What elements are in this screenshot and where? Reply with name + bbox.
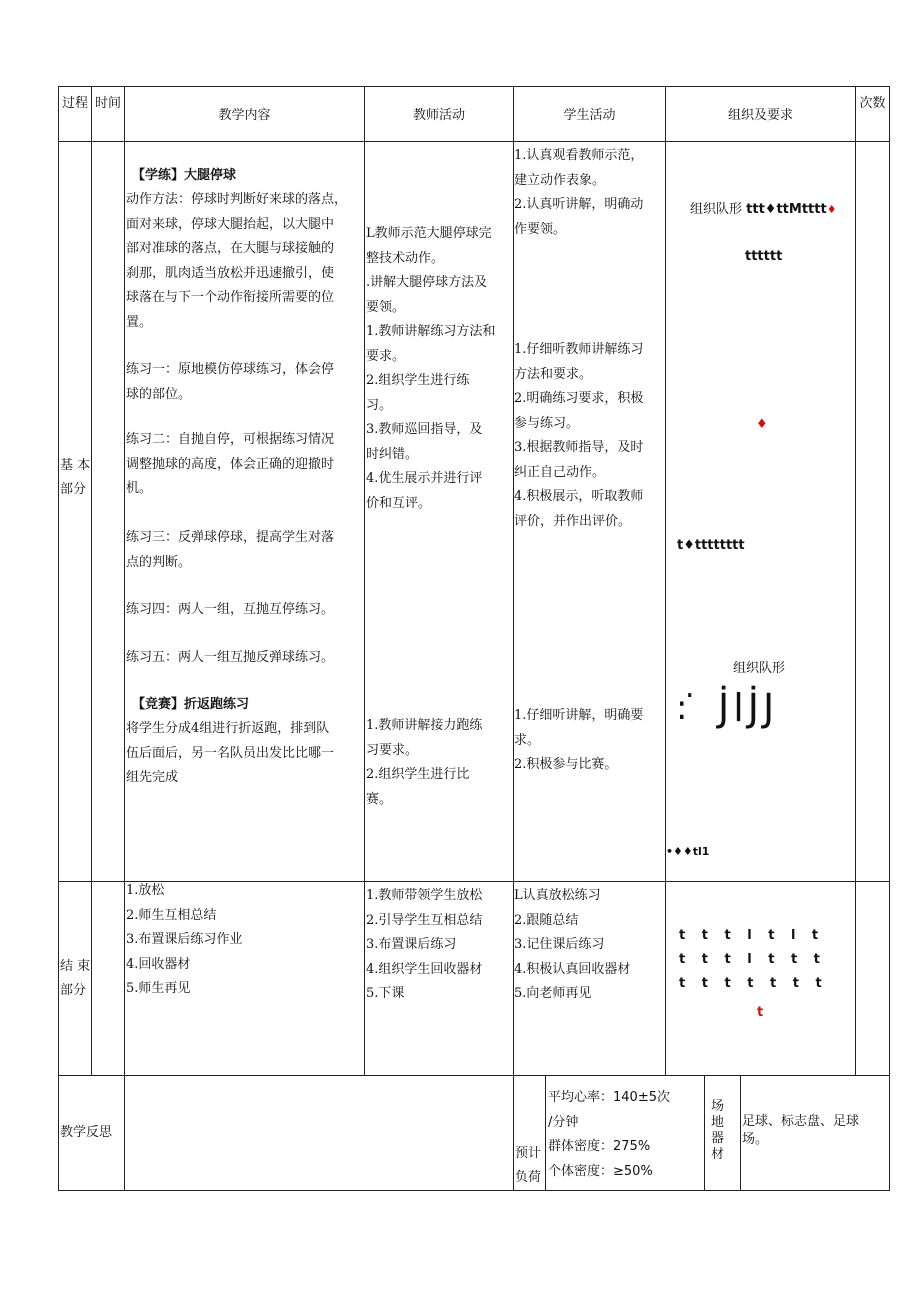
practice-title: 大腿停球 bbox=[184, 168, 237, 183]
reflection-label: 教学反思 bbox=[60, 1125, 113, 1140]
compete-line: 将学生分成4组进行折返跑，排到队 bbox=[126, 721, 330, 736]
student-line: 求。 bbox=[514, 732, 541, 748]
compete-title: 折返跑练习 bbox=[184, 697, 250, 712]
ending-label-line1: 结 束 bbox=[60, 959, 91, 974]
ending-teacher-line: 2.引导学生互相总结 bbox=[366, 912, 483, 928]
compete-line: 组先完成 bbox=[126, 770, 179, 785]
teacher-line: 赛。 bbox=[366, 791, 393, 807]
header-count: 次数 bbox=[859, 96, 886, 111]
formation-row-3: t♦tttttttt bbox=[677, 538, 745, 553]
stats-line: 平均心率：140±5次 bbox=[548, 1090, 670, 1105]
table-border-right bbox=[889, 86, 890, 1191]
org-label-1 bbox=[690, 198, 837, 223]
ending-teacher-line: 5.下课 bbox=[366, 986, 405, 1001]
teacher-line: 习。 bbox=[366, 397, 393, 413]
ending-teacher-line: 1.教师带领学生放松 bbox=[366, 888, 483, 903]
ending-label-line2: 部分 bbox=[60, 983, 87, 998]
load-label-line2: 负荷 bbox=[515, 1170, 542, 1185]
org-label-2: 组织队形 bbox=[733, 661, 786, 676]
student-line: 4.积极展示，听取教师 bbox=[514, 489, 644, 504]
ending-divider bbox=[58, 1075, 889, 1076]
ending-content-line: 1.放松 bbox=[126, 883, 165, 898]
method-line: 置。 bbox=[126, 314, 153, 330]
ending-student-line: 2.跟随总结 bbox=[514, 912, 579, 928]
student-line: 纠正自己动作。 bbox=[514, 464, 606, 480]
student-line: 评价，并作出评价。 bbox=[514, 513, 632, 529]
col-divider-count bbox=[855, 86, 856, 1076]
col-divider-org bbox=[665, 86, 666, 1076]
compete-tag: 【竞赛】 bbox=[132, 697, 185, 712]
teacher-activity-b bbox=[366, 714, 482, 812]
student-activity-a bbox=[514, 144, 643, 242]
col-divider-student bbox=[513, 86, 514, 1191]
method-block bbox=[126, 188, 347, 335]
venue-line: 足球、标志盘、足球 bbox=[742, 1114, 860, 1129]
exercise-line: 练习一：原地模仿停球练习，体会停 bbox=[126, 362, 335, 377]
teacher-line: 1.教师讲解练习方法和 bbox=[366, 324, 496, 339]
col-divider-content bbox=[124, 86, 125, 1191]
student-line: 参与练习。 bbox=[514, 415, 580, 431]
exercise-2 bbox=[126, 428, 334, 502]
formation-row-1: ttt♦ttMtttt bbox=[746, 202, 827, 217]
header-process: 过程 bbox=[61, 96, 88, 111]
load-stats bbox=[548, 1086, 670, 1184]
teacher-line: 1.教师讲解接力跑练 bbox=[366, 718, 483, 733]
venue-label-char: 地 bbox=[711, 1115, 725, 1130]
teacher-line: 要求。 bbox=[366, 348, 406, 364]
teacher-line: 2.组织学生进行比 bbox=[366, 767, 470, 782]
venue-label-char: 器 bbox=[711, 1131, 725, 1146]
exercise-line: 练习二：自抛自停，可根据练习情况 bbox=[126, 432, 335, 447]
method-line: 球落在与下一个动作衔接所需要的位 bbox=[126, 290, 335, 305]
ending-formation-grid bbox=[679, 924, 822, 996]
exercise-line: 球的部位。 bbox=[126, 386, 192, 402]
teacher-activity-a bbox=[366, 222, 495, 516]
ending-content bbox=[126, 879, 242, 1002]
grid-row: t t t l t l t bbox=[679, 928, 819, 943]
relay-marker-dots: : ̇ bbox=[676, 688, 699, 728]
ending-teacher-line: 4.组织学生回收器材 bbox=[366, 961, 483, 977]
ending-student-line: 4.积极认真回收器材 bbox=[514, 961, 631, 977]
header-organization: 组织及要求 bbox=[727, 108, 793, 123]
stats-line: 个体密度：≥50% bbox=[548, 1163, 653, 1179]
practice-heading bbox=[132, 164, 236, 189]
student-line: 作要领。 bbox=[514, 221, 567, 237]
ending-content-line: 5.师生再见 bbox=[126, 981, 191, 996]
student-line: 1.认真观看教师示范， bbox=[514, 148, 644, 163]
table-border-bottom bbox=[58, 1190, 889, 1191]
exercise-1 bbox=[126, 358, 334, 407]
ending-student-line: L认真放松练习 bbox=[514, 888, 601, 903]
header-divider bbox=[58, 141, 889, 142]
ending-teacher bbox=[366, 884, 482, 1007]
method-line: 面对来球，停球大腿抬起，以大腿中 bbox=[126, 216, 335, 232]
exercise-line: 点的判断。 bbox=[126, 554, 192, 570]
method-line: 部对准球的落点，在大腿与球接触的 bbox=[126, 241, 335, 256]
grid-row: t t t l t t t bbox=[679, 952, 820, 967]
compete-line: 伍后面后，另一名队员出发比比哪一 bbox=[126, 745, 335, 761]
relay-start-line bbox=[666, 818, 709, 876]
exercise-line: 调整抛球的高度，体会正确的迎撤时 bbox=[126, 456, 335, 472]
teacher-line: .讲解大腿停球方法及 bbox=[366, 275, 488, 290]
col-divider-time bbox=[91, 86, 92, 1076]
exercise-line: 机。 bbox=[126, 481, 153, 496]
stats-line: /分钟 bbox=[548, 1114, 579, 1130]
student-line: 3.根据教师指导，及时 bbox=[514, 440, 644, 455]
teacher-line: 3.教师巡回指导，及 bbox=[366, 422, 483, 437]
student-line: 2.认真听讲解，明确动 bbox=[514, 197, 644, 212]
teacher-diamond-marker: ♦ bbox=[756, 417, 768, 432]
ending-content-line: 3.布置课后练习作业 bbox=[126, 932, 243, 947]
venue-divider-right bbox=[740, 1075, 741, 1191]
teacher-line: 4.优生展示并进行评 bbox=[366, 471, 483, 486]
practice-tag: 【学练】 bbox=[132, 168, 185, 183]
teacher-line: L教师示范大腿停球完 bbox=[366, 226, 492, 241]
compete-heading bbox=[132, 693, 249, 718]
teacher-line: 2.组织学生进行练 bbox=[366, 373, 470, 388]
load-divider bbox=[545, 1075, 546, 1191]
ending-teacher-line: 3.布置课后练习 bbox=[366, 937, 457, 952]
student-line: 建立动作表象。 bbox=[514, 172, 606, 188]
header-student: 学生活动 bbox=[563, 108, 616, 123]
student-line: 1.仔细听讲解，明确要 bbox=[514, 708, 644, 723]
venue-label bbox=[711, 1099, 724, 1163]
relay-formation: J̇lJ̇J bbox=[718, 686, 779, 730]
ending-content-line: 2.师生互相总结 bbox=[126, 907, 217, 923]
table-border-top bbox=[58, 86, 889, 87]
teacher-line: 价和互评。 bbox=[366, 495, 432, 511]
ending-content-line: 4.回收器材 bbox=[126, 956, 191, 972]
student-line: 方法和要求。 bbox=[514, 366, 593, 382]
formation-row-2: tttttt bbox=[745, 249, 783, 264]
student-line: 2.积极参与比赛。 bbox=[514, 757, 618, 772]
venue-label-char: 场 bbox=[711, 1099, 725, 1114]
header-time: 时间 bbox=[94, 96, 121, 111]
teacher-line: 整技术动作。 bbox=[366, 250, 445, 266]
ending-teacher-marker: t bbox=[757, 1005, 764, 1020]
header-teacher: 教师活动 bbox=[412, 108, 465, 123]
basic-label-line2: 部分 bbox=[60, 482, 87, 497]
exercise-5: 练习五：两人一组互抛反弹球练习。 bbox=[126, 650, 335, 665]
grid-row: t t t t t t t bbox=[679, 976, 822, 991]
student-line: 2.明确练习要求，积极 bbox=[514, 391, 644, 406]
method-line: 刹那，肌肉适当放松并迅速撤引，使 bbox=[126, 265, 335, 281]
venue-label-char: 材 bbox=[711, 1147, 725, 1162]
exercise-3 bbox=[126, 526, 334, 575]
header-content: 教学内容 bbox=[218, 108, 271, 123]
teacher-line: 时纠错。 bbox=[366, 446, 419, 462]
method-line: 动作方法：停球时判断好来球的落点， bbox=[126, 192, 348, 207]
ending-student-line: 3.记住课后练习 bbox=[514, 937, 605, 952]
ending-student-line: 5.向老师再见 bbox=[514, 986, 592, 1001]
basic-label-line1: 基 本 bbox=[60, 458, 91, 473]
red-diamond-marker: ♦ bbox=[826, 203, 837, 216]
relay-start-text: •♦♦tl1 bbox=[666, 845, 710, 858]
venue-divider-left bbox=[704, 1075, 705, 1191]
venue-line: 场。 bbox=[742, 1132, 769, 1147]
col-divider-teacher bbox=[364, 86, 365, 1076]
student-line: 1.仔细听教师讲解练习 bbox=[514, 342, 644, 357]
student-activity-c bbox=[514, 704, 643, 778]
org-label-text: 组织队形 bbox=[690, 202, 743, 217]
table-border-left bbox=[58, 86, 59, 1191]
student-activity-b bbox=[514, 338, 643, 534]
teacher-line: 要领。 bbox=[366, 299, 406, 315]
stats-line: 群体密度：275% bbox=[548, 1139, 651, 1154]
venue-equipment bbox=[742, 1113, 859, 1149]
exercise-4: 练习四：两人一组，互抛互停练习。 bbox=[126, 602, 335, 617]
teacher-line: 习要求。 bbox=[366, 742, 419, 758]
exercise-line: 练习三：反弹球停球，提高学生对落 bbox=[126, 530, 335, 545]
compete-block bbox=[126, 717, 334, 791]
load-label-line1: 预计 bbox=[515, 1146, 542, 1161]
ending-student bbox=[514, 884, 630, 1007]
